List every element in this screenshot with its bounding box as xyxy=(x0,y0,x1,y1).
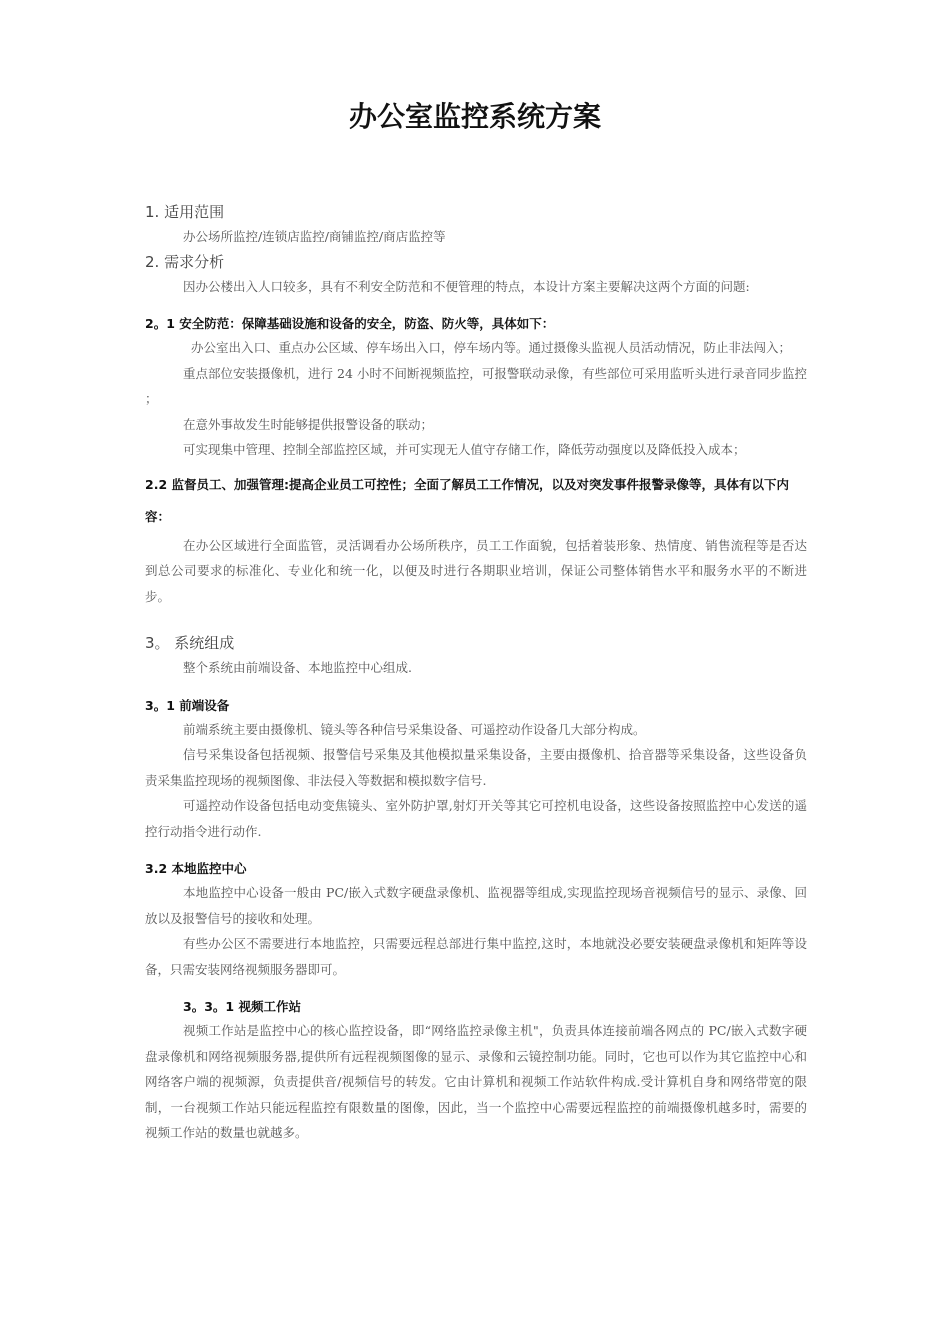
section-3-1-paragraph: 前端系统主要由摄像机、镜头等各种信号采集设备、可遥控动作设备几大部分构成。 xyxy=(183,721,646,737)
section-3-3-1 xyxy=(145,996,807,1146)
section-3-3-1-paragraph: 视频工作站是监控中心的核心监控设备，即“网络监控录像主机"，负责具体连接前端各网点的 PC/嵌入式数字硬盘录像机和网络视频服务器,提供所有远程视频图像的显示、录像和云镜控制功能。同时，它也可以作为其它监控中心和网络客户端的视频源，负责提供音/视频信号的转发。它由计算机和视频工作站软件构成.受计算机自身和网络带宽的限制，一台视频工作站只能远程监控有限数量的图像，因此，当一个监控中心需要远程监控的前端摄像机越多时，需要的视频工作站的数量也就越多。 xyxy=(145,1023,807,1140)
section-3-1-heading: 3。1 前端设备 xyxy=(145,697,230,713)
section-2-intro: 因办公楼出入人口较多，具有不利安全防范和不便管理的特点，本设计方案主要解决这两个方面的问题: xyxy=(183,278,750,294)
section-3-3-1-heading: 3。3。1 视频工作站 xyxy=(183,999,301,1014)
section-2-1-heading: 2。1 安全防范：保障基础设施和设备的安全，防盗、防火等，具体如下： xyxy=(145,316,555,331)
section-1 xyxy=(145,200,807,250)
section-2-1-paragraph: 在意外事故发生时能够提供报警设备的联动； xyxy=(183,416,434,432)
section-3-2-paragraph: 本地监控中心设备一般由 PC/嵌入式数字硬盘录像机、监视器等组成,实现监控现场音视频信号的显示、录像、回放以及报警信号的接收和处理。 xyxy=(145,885,807,926)
section-3-2-paragraph: 有些办公区不需要进行本地监控，只需要远程总部进行集中监控,这时，本地就没必要安装硬盘录像机和矩阵等设备，只需安装网络视频服务器即可。 xyxy=(145,936,807,977)
section-2-1 xyxy=(145,313,807,463)
document-body xyxy=(145,200,807,1146)
section-2-2-heading: 2.2 监督员工、加强管理:提高企业员工可控性；全面了解员工工作情况，以及对突发事件报警录像等，具体有以下内容： xyxy=(145,476,789,524)
page-title: 办公室监控系统方案 xyxy=(348,100,601,133)
section-2 xyxy=(145,250,807,610)
section-2-1-paragraph: 可实现集中管理、控制全部监控区域，并可实现无人值守存储工作，降低劳动强度以及降低投入成本； xyxy=(183,442,746,457)
section-3-heading: 3。 系统组成 xyxy=(145,634,235,652)
section-3-1-paragraph: 可遥控动作设备包括电动变焦镜头、室外防护罩,射灯开关等其它可控机电设备，这些设备按照监控中心发送的遥控行动指令进行动作. xyxy=(145,798,807,839)
section-1-heading: 1. 适用范围 xyxy=(145,203,225,221)
section-3 xyxy=(145,631,807,1146)
section-1-text: 办公场所监控/连锁店监控/商铺监控/商店监控等 xyxy=(183,229,446,244)
section-3-2 xyxy=(145,858,807,982)
section-3-1-paragraph: 信号采集设备包括视频、报警信号采集及其他模拟量采集设备，主要由摄像机、拾音器等采集设备，这些设备负责采集监控现场的视频图像、非法侵入等数据和模拟数字信号. xyxy=(145,747,807,788)
section-2-2 xyxy=(145,469,807,610)
section-2-1-paragraph: 重点部位安装摄像机，进行 24 小时不间断视频监控，可报警联动录像，有些部位可采用监听头进行录音同步监控 ； xyxy=(145,365,807,406)
section-2-2-paragraph: 在办公区域进行全面监管，灵活调看办公场所秩序，员工工作面貌，包括着装形象、热情度、销售流程等是否达到总公司要求的标准化、专业化和统一化，以便及时进行各期职业培训，保证公司整体销售水平和服务水平的不断进步。 xyxy=(145,537,807,604)
section-3-1 xyxy=(145,695,807,845)
section-2-1-paragraph: 办公室出入口、重点办公区域、停车场出入口，停车场内等。通过摄像头监视人员活动情况，防止非法闯入； xyxy=(191,340,792,355)
section-2-heading: 2. 需求分析 xyxy=(145,252,225,271)
section-3-2-heading: 3.2 本地监控中心 xyxy=(145,861,247,876)
section-3-intro: 整个系统由前端设备、本地监控中心组成. xyxy=(183,660,412,675)
